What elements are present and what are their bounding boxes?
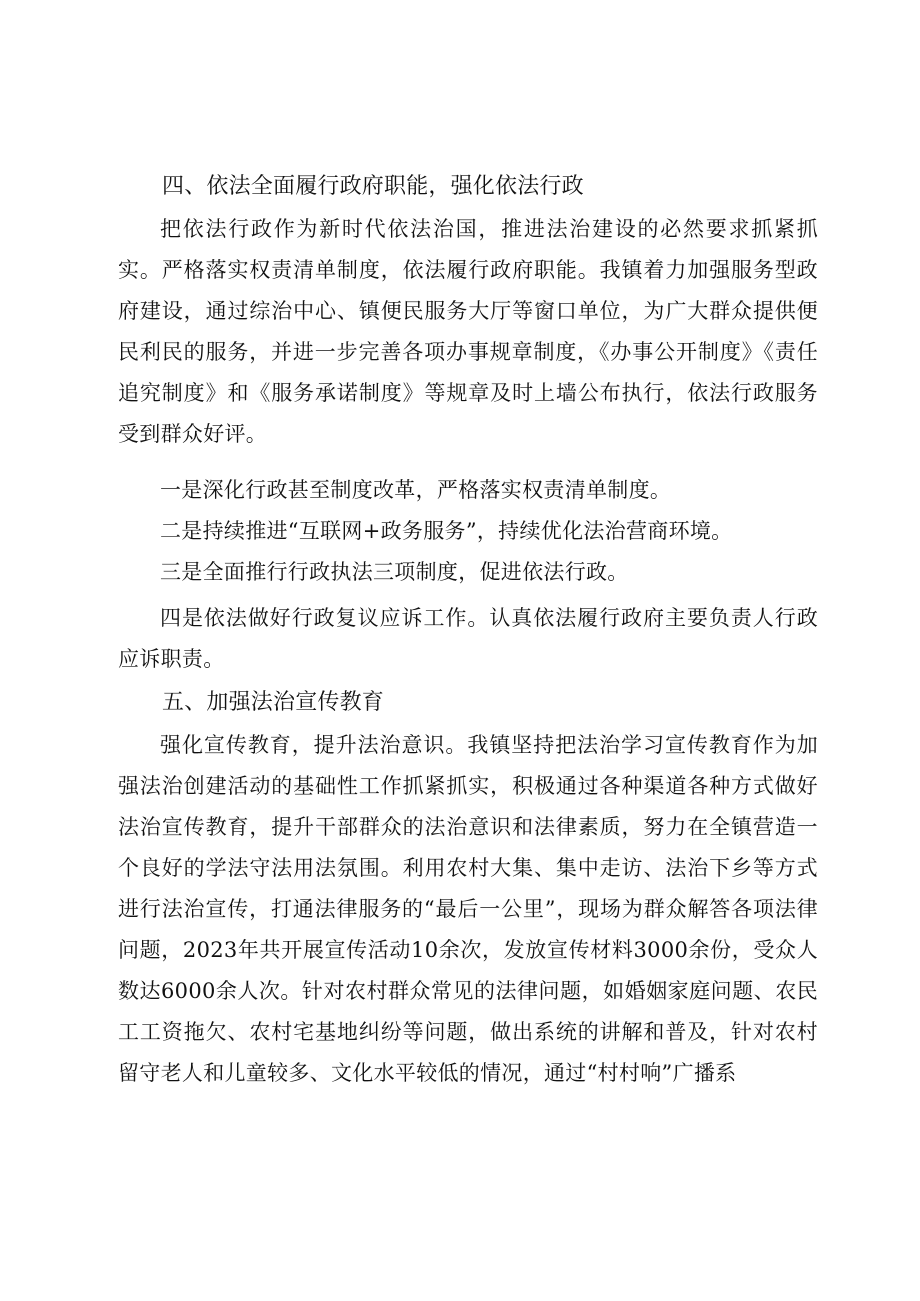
paragraph-item-three: 三是全面推行行政执法三项制度，促进依法行政。 — [160, 560, 629, 584]
paragraph-item-one: 一是深化行政甚至制度改革，严格落实权责清单制度。 — [160, 478, 672, 502]
paragraph-legal-education: 强化宣传教育，提升法治意识。我镇坚持把法治学习宣传教育作为加强法治创建活动的基础性工作抓紧抓实，积极通过各种渠道各种方式做好法治宣传教育，提升干部群众的法治意识和法律素质，努力在全镇营造一个良好的学法守法用法氛围。利用农村大集、集中走访、法治下乡等方式进行法治宣传，打通法律服务的“最后一公里”，现场为群众解答各项法律问题，2023年共开展宣传活动10余次，发放宣传材料3000余份，受众人数达6000余人次。针对农村群众常见的法律问题，如婚姻家庭问题、农民工工资拖欠、农村宅基地纠纷等问题，做出系统的讲解和普及，针对农村留守老人和儿童较多、文化水平较低的情况，通过“村村响”广播系 — [118, 733, 818, 1085]
paragraph-item-four: 四是依法做好行政复议应诉工作。认真依法履行政府主要负责人行政应诉职责。 — [118, 606, 818, 671]
section-heading-5: 五、加强法治宣传教育 — [162, 690, 385, 715]
section-heading-4: 四、依法全面履行政府职能，强化依法行政 — [162, 174, 584, 199]
paragraph-rule-of-law-administration: 把依法行政作为新时代依法治国，推进法治建设的必然要求抓紧抓实。严格落实权责清单制度，依法履行政府职能。我镇着力加强服务型政府建设，通过综治中心、镇便民服务大厅等窗口单位，为广大群众提供便民利民的服务，并进一步完善各项办事规章制度，《办事公开制度》《责任追究制度》和《服务承诺制度》等规章及时上墙公布执行，依法行政服务受到群众好评。 — [118, 217, 818, 446]
paragraph-item-two: 二是持续推进“互联网+政务服务”，持续优化法治营商环境。 — [160, 519, 733, 543]
